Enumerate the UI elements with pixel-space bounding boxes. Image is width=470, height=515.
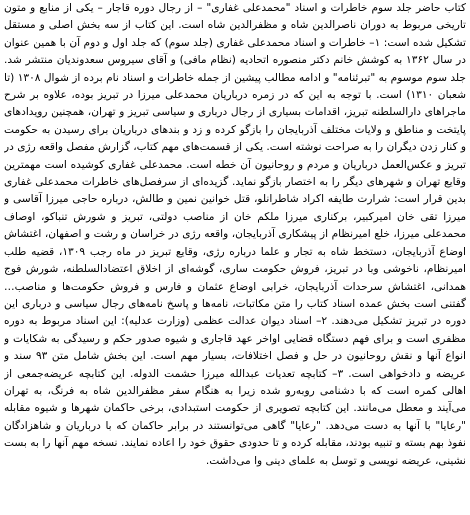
document-page: [4, 0, 466, 515]
body-paragraph: کتاب حاضر جلد سوم خاطرات و اسناد "محمدعلی غفاری" – از رجال دوره قاجار – یکی از منابع و متون تاریخی مربوط به دوران ناصرالدین شاه و مظفرالدین شاه است. این کتاب از سه بخش اصلی و مستقل تشکیل شده است: ۱– خاطرات و اسناد محمدعلی غفاری (جلد سوم) که جلد اول و دوم آن با همین عنوان در سال ۱۳۶۲ به کوشش خانم دکتر منصوره اتحادیه (نظام مافی) و آقای سیروس سعدوندیان منتشر شد. جلد سوم موسوم به "تبرئنامه" و ادامه مطالب پیشین از جمله خاطرات و اسناد نام برده از شوال ۱۳۰۸ (تا شعبان ۱۳۱۰) است. با توجه به این که در زمره درباریان محمدعلی میرزا در تبریز بوده، علاوه بر شرح ماجراهای دارالسلطنه تبریز، اقدامات بسیاری از رجال درباری و سیاسی تبریز و تهران، همچنین رویدادهای پایتخت و مناطق و ولایات مختلف آذربایجان را بازگو کرده و زد و بندهای درباریان برای رسیدن به حکومت و کنار زدن دیگران را به صراحت نوشته است. یکی از قسمت‌های مهم کتاب، گزارش مفصل واقعه رژی در تبریز و عکس‌العمل درباریان و مردم و روحانیون آن خطه است. محمدعلی غفاری کوشیده است مهمترین وقایع تهران و شهرهای دیگر را به اختصار بازگو نماید. گزیده‌ای از سرفصل‌های خاطرات محمدعلی غفاری بدین قرار است: شرارت طایفه اکراد شاطرانلو، قتل خوانین نمین و طالش، درباره حاجی میرزا آقاسی و میرزا تقی خان امیرکبیر، برکناری میرزا ملکم خان از مناصب دولتی، تبریز و شورش تنباکو، اوصاف محمدعلی میرزا، خلع امیرنظام از پیشکاری آذربایجان، واقعه رژی در خراسان و رشت و اصفهان، اغتشاش اوضاع آذربایجان، دستخط شاه به تجار و علما درباره رژی، وقایع تبریز در ماه رجب ۱۳۰۹، قضیه طلب امیرنظام، ناخوشی وبا در تبریز، فروش حکومت ساری، گوشه‌ای از اخلاق اعتضادالسلطنه، شورش فوج همدانی، اغتشاش سرحدات آذربایجان، خرابی اوضاع عثمان و فارس و فروش حکومت‌ها و مناصب… گفتنی است بخش عمده اسناد کتاب را متن مکاتبات، نامه‌ها و پاسخ نامه‌های رجال سیاسی و درباری این دوره در تبریز تشکیل می‌دهند. ۲– اسناد دیوان عدالت عظمی (وزارت عدلیه): این اسناد مربوط به دوره مظفری است و برای فهم دستگاه قضایی اواخر عهد قاجاری و شیوه صدور حکم و رسیدگی به شکایات و انواع آنها و نقش روحانیون در حل و فصل اختلافات، بسیار مهم است. این بخش شامل متن ۹۳ سند و عریضه و دادخواهی است. ۳– کتابچه تعدیات عبدالله میرزا حشمت الدوله. این کتابچه عریضه‌جمعی از اهالی کمره است که با دشنامی روبه‌رو شده زیرا به هنگام سفر مظفرالدین شاه به فرنگ، به تهران می‌آیند و معطل می‌مانند. این کتابچه تصویری از حکومت استبدادی، برخی حاکمان شهرها و شیوه مقابله "رعایا" با آنها به دست می‌دهد. "رعایا" گاهی می‌توانستند در برابر حاکمان که با درباریان و شاهزادگان نفوذ بهم بسته و تنبیه بودند، مقابله کرده و تا حدودی حقوق خود را اعاده نمایند. نسخه مهم آنها را به بست نشینی، عریضه نویسی و توسل به علمای دینی وا می‌داشت.: [4, 2, 466, 467]
